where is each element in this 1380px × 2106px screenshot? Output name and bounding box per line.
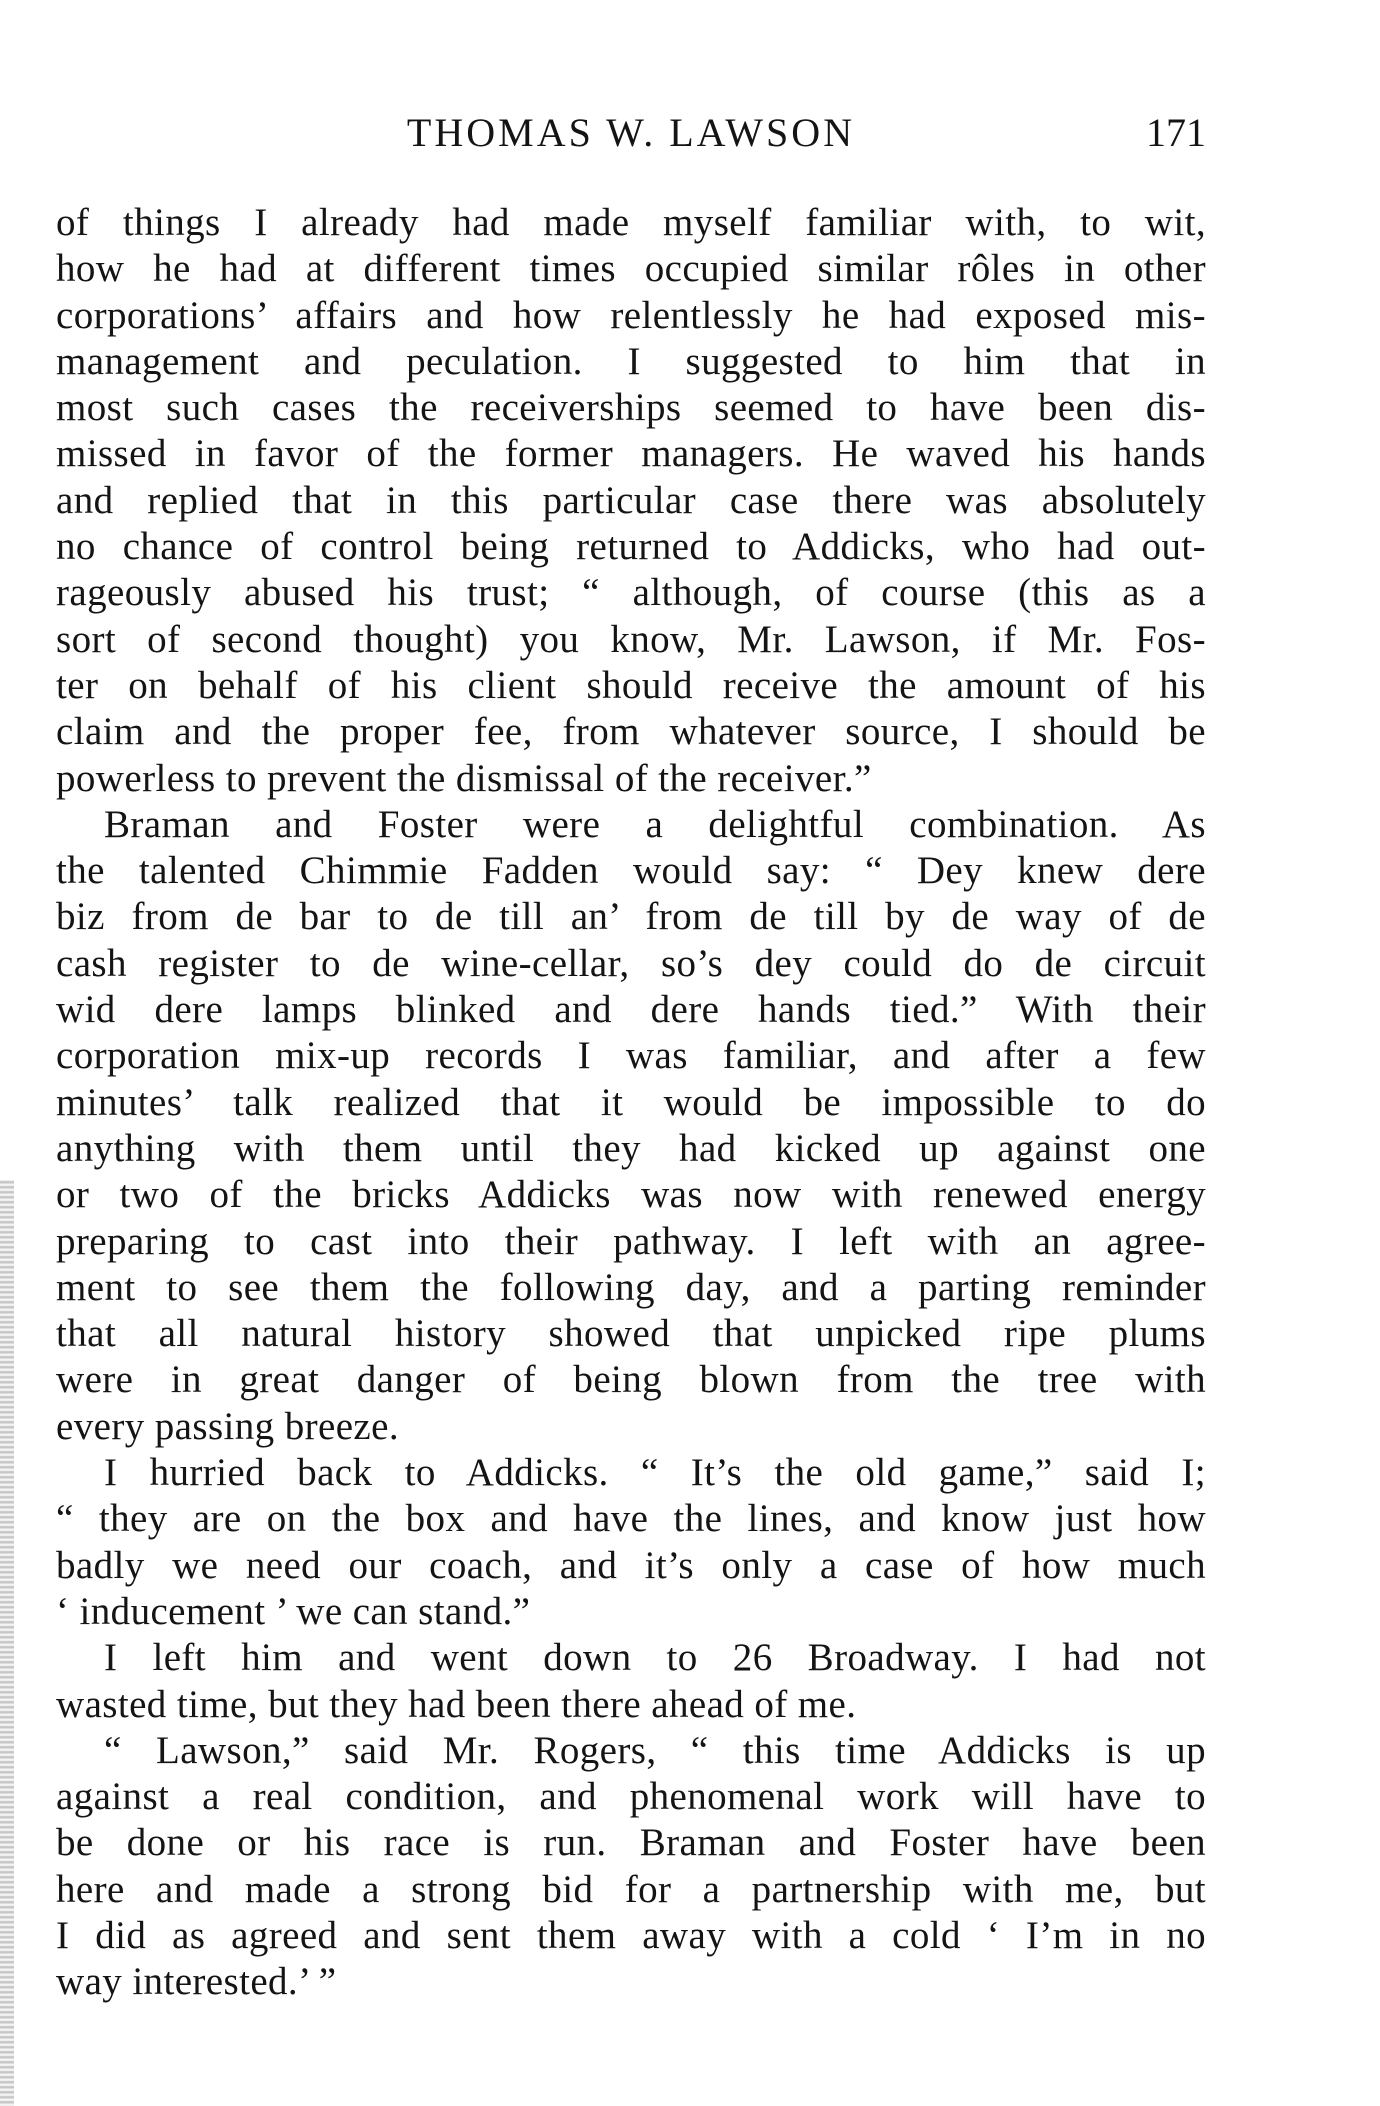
scan-margin-edge [0, 1180, 14, 2106]
text-line: rageously abused his trust; “ although, of course (this as a [56, 571, 1206, 615]
text-line: “ Lawson,” said Mr. Rogers, “ this time Addicks is up [104, 1728, 1206, 1772]
text-line: the talented Chimmie Fadden would say: “ Dey knew dere [56, 849, 1206, 893]
text-line: missed in favor of the former managers. He waved his hands [56, 432, 1206, 476]
text-line: powerless to prevent the dismissal of the receiver.” [56, 756, 872, 800]
body-text [56, 200, 1206, 2006]
text-line: no chance of control being returned to Addicks, who had out- [56, 525, 1206, 569]
page-header [56, 108, 1206, 158]
text-line: sort of second thought) you know, Mr. Lawson, if Mr. Fos- [56, 617, 1206, 661]
text-line: against a real condition, and phenomenal work will have to [56, 1775, 1206, 1819]
text-line: management and peculation. I suggested to him that in [56, 339, 1206, 383]
text-line: way interested.’ ” [56, 1960, 337, 2004]
text-line: minutes’ talk realized that it would be impossible to do [56, 1080, 1206, 1124]
text-line: I left him and went down to 26 Broadway. I had not [104, 1636, 1206, 1680]
text-line: anything with them until they had kicked up against one [56, 1126, 1206, 1170]
text-line: “ they are on the box and have the lines, and know just how [56, 1497, 1206, 1541]
text-line: biz from de bar to de till an’ from de till by de way of de [56, 895, 1206, 939]
text-line: badly we need our coach, and it’s only a case of how much [56, 1543, 1206, 1587]
running-head: THOMAS W. LAWSON [406, 110, 856, 155]
text-line: ‘ inducement ’ we can stand.” [56, 1589, 531, 1633]
text-line: I did as agreed and sent them away with a cold ‘ I’m in no [56, 1913, 1206, 1957]
text-line: ment to see them the following day, and a parting reminder [56, 1265, 1206, 1309]
text-line: how he had at different times occupied similar rôles in other [56, 247, 1206, 291]
page-number: 171 [1146, 110, 1206, 155]
text-line: wasted time, but they had been there ahead of me. [56, 1682, 857, 1726]
text-line: wid dere lamps blinked and dere hands tied.” With their [56, 988, 1206, 1032]
text-line: corporations’ affairs and how relentlessly he had exposed mis- [56, 293, 1206, 337]
text-line: were in great danger of being blown from the tree with [56, 1358, 1206, 1402]
text-line: most such cases the receiverships seemed to have been dis- [56, 386, 1206, 430]
text-line: corporation mix-up records I was familiar, and after a few [56, 1034, 1206, 1078]
text-line: claim and the proper fee, from whatever source, I should be [56, 710, 1206, 754]
text-line: that all natural history showed that unpicked ripe plums [56, 1312, 1206, 1356]
text-line: preparing to cast into their pathway. I left with an agree- [56, 1219, 1206, 1263]
text-line: here and made a strong bid for a partnership with me, but [56, 1867, 1206, 1911]
text-line: and replied that in this particular case there was absolutely [56, 478, 1206, 522]
text-line: every passing breeze. [56, 1404, 399, 1448]
text-line: of things I already had made myself familiar with, to wit, [56, 201, 1206, 244]
text-line: I hurried back to Addicks. “ It’s the old game,” said I; [104, 1451, 1206, 1495]
text-line: or two of the bricks Addicks was now with renewed energy [56, 1173, 1206, 1217]
text-line: Braman and Foster were a delightful combination. As [104, 802, 1206, 846]
text-line: be done or his race is run. Braman and Foster have been [56, 1821, 1206, 1865]
text-line: ter on behalf of his client should receive the amount of his [56, 663, 1206, 707]
text-line: cash register to de wine-cellar, so’s dey could do de circuit [56, 941, 1206, 985]
